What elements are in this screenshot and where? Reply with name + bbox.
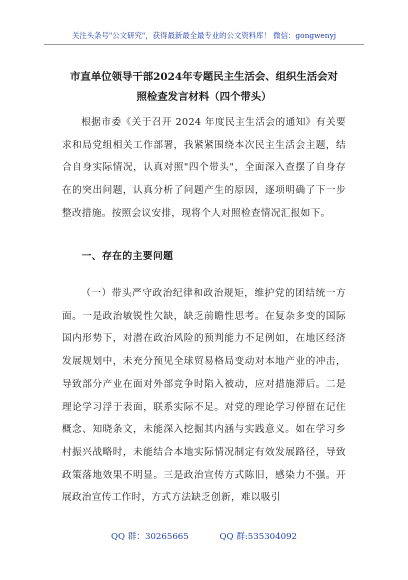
qq-group-2: QQ 群:535304092 — [219, 532, 298, 542]
document-title — [52, 67, 356, 107]
page-footer — [0, 530, 408, 542]
qq-group-1: QQ 群：30265665 — [110, 532, 189, 542]
header-divider — [44, 44, 364, 45]
section-heading: 一、存在的主要问题 — [81, 251, 174, 262]
intro-text: 根据市委《关于召开 2024 年度民主生活会的通知》有关要求和局党组相关工作部署，我紧紧围绕本次民主生活会主题，结合自身实际情况，认真对照"四个带头"，全面深入查摆了自身存在的突出问题，认真分析了问题产生的原因，逐项明确了下一步整改措施。按照会议安排，现将个人对照检查情况汇报如下。 — [62, 117, 346, 219]
intro-paragraph — [62, 112, 346, 226]
title-line-1: 市直单位领导干部2024年专题民主生活会、组织生活会对 — [70, 71, 338, 83]
section-body — [62, 283, 346, 510]
section-body-text: （一）带头严守政治纪律和政治规矩，维护党的团结统一方面。一是政治敏锐性欠缺，缺乏前瞻性思考。在复杂多变的国际国内形势下，对潜在政治风险的预判能力不足例如，在地区经济发展规划中，未充分预见全球贸易格局变动对本地产业的冲击，导致部分产业在面对外部竞争时陷入被动，应对措施滞后。二是理论学习浮于表面，联系实际不足。对党的理论学习停留在记住概念、知晓条文，未能深入挖掘其内涵与实践意义。如在学习乡村振兴战略时，未能结合本地实际情况制定有效发展路径，导致政策落地效果不明显。三是政治宣传方式陈旧，感染力不强。开展政治宣传工作时，方式方法缺乏创新，难以吸引 — [62, 288, 346, 504]
title-line-2: 照检查发言材料（四个带头） — [136, 91, 272, 103]
page-header-notice: 关注头条号"公文研究"，获得最新最全最专业的公文资料库！ 微信：gongwenyj — [71, 31, 337, 40]
